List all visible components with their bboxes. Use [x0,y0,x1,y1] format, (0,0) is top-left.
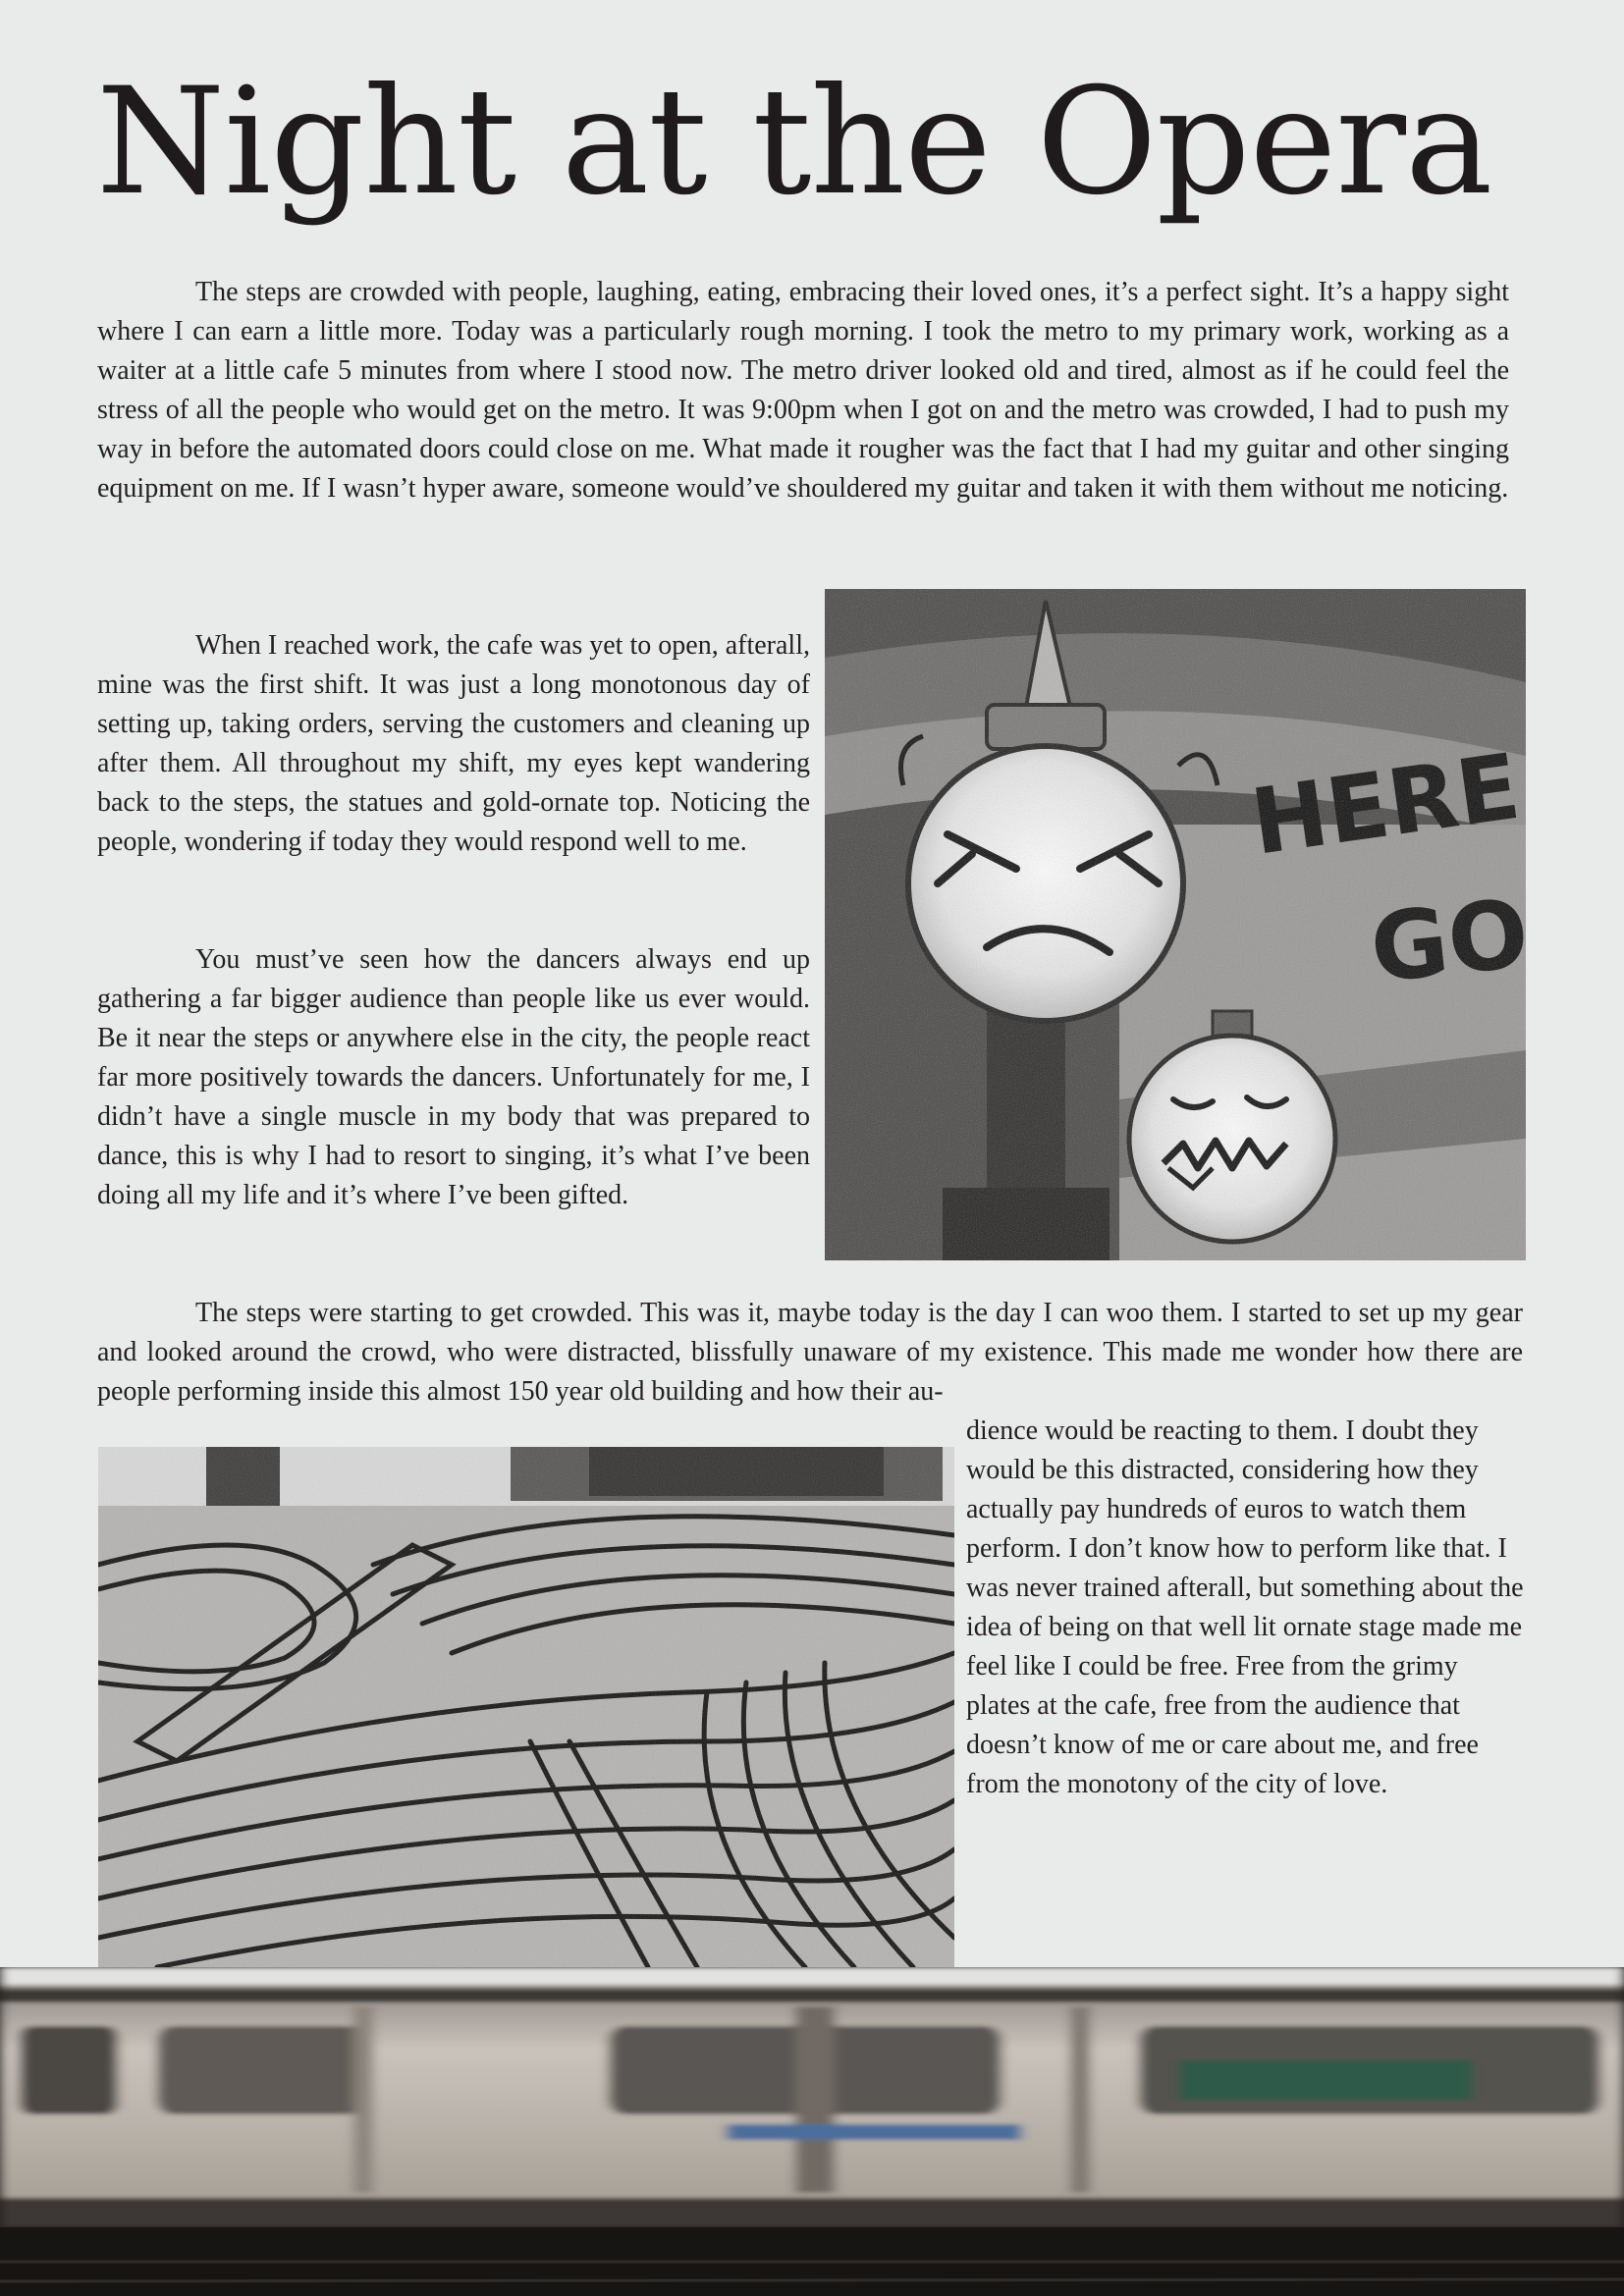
blurred-metro-train-photo [0,1967,1624,2296]
wave-pattern-illustration [98,1447,954,1967]
paragraph-dancers: You must’ve seen how the dancers always end up gathering a far bigger audience than people like us ever would. Be it near the steps or anywhere else in the city, the people react far more positively towards the dancers. Unfortunately for me, I didn’t have a single muscle in my body that was prepared to dance, this is why I had to resort to singing, it’s what I’ve been doing all my life and it’s where I’ve been gifted. [97,944,810,1210]
paragraph-steps: The steps were starting to get crowded. This was it, maybe today is the day I can woo them. I started to set up my gear and looked around the crowd, who were distracted, blissfully unaware of my existence. This made me wonder how there are people performing inside this almost 150 year old building and how their au- [97,1298,1523,1407]
lantern-faces-illustration [825,589,1526,1260]
page-title: Night at the Opera [96,57,1492,228]
paragraph-metro: The steps are crowded with people, laughing, eating, embracing their loved ones, it’s a perfect sight. It’s a happy sight where I can earn a little more. Today was a particularly rough morning. I took the metro to my primary work, working as a waiter at a little cafe 5 minutes from where I stood now. The metro driver looked old and tired, almost as if he could feel the stress of all the people who would get on the metro. It was 9:00pm when I got on and the metro was crowded, I had to push my way in before the automated doors could close on me. What made it rougher was the fact that I had my guitar and other singing equipment on me. If I wasn’t hyper aware, someone would’ve shouldered my guitar and taken it with them without me noticing. [97,277,1509,504]
paragraph-work: When I reached work, the cafe was yet to open, afterall, mine was the first shift. It was just a long monotonous day of setting up, taking orders, serving the customers and cleaning up after them. All throughout my shift, my eyes kept wandering back to the steps, the statues and gold-ornate top. Noticing the people, wondering if today they would respond well to me. [97,630,810,857]
paragraph-steps-continued: dience would be reacting to them. I doubt they would be this distracted, considering how they actually pay hundreds of euros to watch them perform. I don’t know how to perform like that. I was never trained afterall, but something about the idea of being on that well lit ornate stage made me feel like I could be free. Free from the grimy plates at the cafe, free from the audience that doesn’t know of me or care about me, and free from the monotony of the city of love. [966,1415,1524,1799]
